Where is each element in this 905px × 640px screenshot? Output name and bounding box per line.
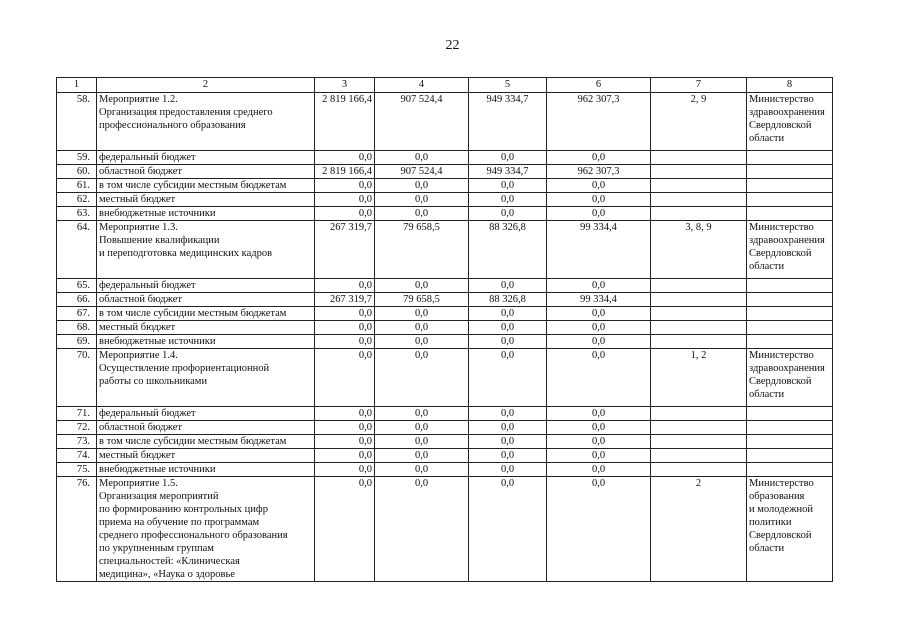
- cell-line: и молодежной: [749, 504, 813, 515]
- cell-line: Министерство: [749, 350, 814, 361]
- year-value-cell: 0,0: [547, 193, 651, 207]
- table-row: [57, 463, 833, 477]
- cell-line: политики: [749, 517, 792, 528]
- year-value-cell: 0,0: [469, 307, 547, 321]
- cell-line: местный бюджет: [99, 194, 176, 205]
- cell-line: здравоохранения: [749, 107, 825, 118]
- total-cell: 0,0: [315, 421, 375, 435]
- cell-line: по формированию контрольных цифр: [99, 504, 268, 515]
- executor-cell: [747, 207, 833, 221]
- description-cell: [97, 221, 315, 279]
- year-value-cell: 0,0: [375, 335, 469, 349]
- table-row: [57, 193, 833, 207]
- cell-line: Мероприятие 1.3.: [99, 222, 178, 233]
- year-value-cell: 962 307,3: [547, 93, 651, 151]
- target-indicator-cell: 2: [651, 477, 747, 582]
- target-indicator-cell: [651, 321, 747, 335]
- cell-line: Свердловской: [749, 120, 812, 131]
- cell-line: медицина», «Наука о здоровье: [99, 569, 235, 580]
- year-value-cell: 0,0: [469, 193, 547, 207]
- target-indicator-cell: 2, 9: [651, 93, 747, 151]
- cell-line: образования: [749, 491, 805, 502]
- executor-cell: [747, 349, 833, 407]
- cell-line: Мероприятие 1.4.: [99, 350, 178, 361]
- cell-line: внебюджетные источники: [99, 464, 216, 475]
- header-cell: 3: [315, 78, 375, 93]
- table-row: [57, 449, 833, 463]
- total-cell: 0,0: [315, 477, 375, 582]
- year-value-cell: 962 307,3: [547, 165, 651, 179]
- year-value-cell: 0,0: [375, 307, 469, 321]
- total-cell: 0,0: [315, 407, 375, 421]
- row-number-cell: 67.: [57, 307, 97, 321]
- cell-line: области: [749, 133, 785, 144]
- year-value-cell: 0,0: [375, 349, 469, 407]
- target-indicator-cell: [651, 435, 747, 449]
- cell-line: области: [749, 389, 785, 400]
- year-value-cell: 88 326,8: [469, 293, 547, 307]
- description-cell: [97, 307, 315, 321]
- year-value-cell: 0,0: [547, 463, 651, 477]
- cell-line: Повышение квалификации: [99, 235, 220, 246]
- cell-line: в том числе субсидии местным бюджетам: [99, 180, 287, 191]
- target-indicator-cell: [651, 449, 747, 463]
- description-cell: [97, 293, 315, 307]
- year-value-cell: 99 334,4: [547, 293, 651, 307]
- cell-line: Министерство: [749, 94, 814, 105]
- cell-line: внебюджетные источники: [99, 208, 216, 219]
- row-number-cell: 60.: [57, 165, 97, 179]
- cell-line: приема на обучение по программам: [99, 517, 260, 528]
- target-indicator-cell: 3, 8, 9: [651, 221, 747, 279]
- cell-line: Министерство: [749, 478, 814, 489]
- total-cell: 267 319,7: [315, 221, 375, 279]
- year-value-cell: 0,0: [547, 321, 651, 335]
- year-value-cell: 0,0: [375, 207, 469, 221]
- cell-line: специальностей: «Клиническая: [99, 556, 240, 567]
- row-number-cell: 72.: [57, 421, 97, 435]
- year-value-cell: 0,0: [469, 207, 547, 221]
- year-value-cell: 0,0: [375, 151, 469, 165]
- cell-line: областной бюджет: [99, 166, 182, 177]
- cell-line: Свердловской: [749, 530, 812, 541]
- description-cell: [97, 335, 315, 349]
- year-value-cell: 0,0: [375, 421, 469, 435]
- year-value-cell: 0,0: [547, 435, 651, 449]
- row-number-cell: 74.: [57, 449, 97, 463]
- total-cell: 2 819 166,4: [315, 93, 375, 151]
- year-value-cell: 907 524,4: [375, 165, 469, 179]
- cell-line: федеральный бюджет: [99, 152, 196, 163]
- year-value-cell: 0,0: [547, 449, 651, 463]
- target-indicator-cell: [651, 165, 747, 179]
- year-value-cell: 0,0: [375, 449, 469, 463]
- total-cell: 0,0: [315, 307, 375, 321]
- year-value-cell: 0,0: [547, 421, 651, 435]
- description-cell: [97, 449, 315, 463]
- cell-line: здравоохранения: [749, 363, 825, 374]
- executor-cell: [747, 407, 833, 421]
- table-row: [57, 151, 833, 165]
- year-value-cell: 0,0: [469, 335, 547, 349]
- header-cell: 5: [469, 78, 547, 93]
- executor-cell: [747, 321, 833, 335]
- total-cell: 0,0: [315, 193, 375, 207]
- row-number-cell: 68.: [57, 321, 97, 335]
- executor-cell: [747, 165, 833, 179]
- total-cell: 0,0: [315, 463, 375, 477]
- executor-cell: [747, 421, 833, 435]
- target-indicator-cell: 1, 2: [651, 349, 747, 407]
- description-cell: [97, 435, 315, 449]
- row-number-cell: 65.: [57, 279, 97, 293]
- year-value-cell: 0,0: [469, 179, 547, 193]
- year-value-cell: 0,0: [375, 321, 469, 335]
- description-cell: [97, 165, 315, 179]
- row-number-cell: 71.: [57, 407, 97, 421]
- header-cell: 1: [57, 78, 97, 93]
- cell-line: федеральный бюджет: [99, 408, 196, 419]
- header-cell: 8: [747, 78, 833, 93]
- executor-cell: [747, 477, 833, 582]
- year-value-cell: 0,0: [469, 449, 547, 463]
- total-cell: 267 319,7: [315, 293, 375, 307]
- executor-cell: [747, 193, 833, 207]
- description-cell: [97, 321, 315, 335]
- row-number-cell: 63.: [57, 207, 97, 221]
- description-cell: [97, 151, 315, 165]
- row-number-cell: 76.: [57, 477, 97, 582]
- executor-cell: [747, 221, 833, 279]
- cell-line: Осуществление профориентационной: [99, 363, 270, 374]
- description-cell: [97, 193, 315, 207]
- total-cell: 2 819 166,4: [315, 165, 375, 179]
- year-value-cell: 0,0: [547, 207, 651, 221]
- year-value-cell: 949 334,7: [469, 165, 547, 179]
- target-indicator-cell: [651, 421, 747, 435]
- total-cell: 0,0: [315, 449, 375, 463]
- cell-line: местный бюджет: [99, 450, 176, 461]
- row-number-cell: 69.: [57, 335, 97, 349]
- cell-line: среднего профессионального образования: [99, 530, 288, 541]
- year-value-cell: 0,0: [469, 463, 547, 477]
- cell-line: в том числе субсидии местным бюджетам: [99, 308, 287, 319]
- total-cell: 0,0: [315, 435, 375, 449]
- description-cell: [97, 407, 315, 421]
- cell-line: работы со школьниками: [99, 376, 208, 387]
- cell-line: областной бюджет: [99, 422, 182, 433]
- year-value-cell: 0,0: [547, 179, 651, 193]
- header-cell: 6: [547, 78, 651, 93]
- description-cell: [97, 93, 315, 151]
- row-number-cell: 58.: [57, 93, 97, 151]
- header-cell: 7: [651, 78, 747, 93]
- description-cell: [97, 207, 315, 221]
- target-indicator-cell: [651, 279, 747, 293]
- target-indicator-cell: [651, 335, 747, 349]
- row-number-cell: 61.: [57, 179, 97, 193]
- year-value-cell: 0,0: [469, 151, 547, 165]
- target-indicator-cell: [651, 407, 747, 421]
- year-value-cell: 79 658,5: [375, 221, 469, 279]
- year-value-cell: 0,0: [375, 193, 469, 207]
- cell-line: Организация мероприятий: [99, 491, 219, 502]
- year-value-cell: 0,0: [469, 421, 547, 435]
- target-indicator-cell: [651, 151, 747, 165]
- year-value-cell: 0,0: [375, 407, 469, 421]
- target-indicator-cell: [651, 179, 747, 193]
- year-value-cell: 0,0: [375, 463, 469, 477]
- year-value-cell: 0,0: [375, 435, 469, 449]
- cell-line: местный бюджет: [99, 322, 176, 333]
- year-value-cell: 88 326,8: [469, 221, 547, 279]
- year-value-cell: 0,0: [469, 349, 547, 407]
- executor-cell: [747, 307, 833, 321]
- cell-line: областной бюджет: [99, 294, 182, 305]
- target-indicator-cell: [651, 193, 747, 207]
- table-row: [57, 221, 833, 279]
- description-cell: [97, 463, 315, 477]
- total-cell: 0,0: [315, 349, 375, 407]
- description-cell: [97, 421, 315, 435]
- cell-line: Мероприятие 1.5.: [99, 478, 178, 489]
- row-number-cell: 59.: [57, 151, 97, 165]
- total-cell: 0,0: [315, 279, 375, 293]
- target-indicator-cell: [651, 463, 747, 477]
- total-cell: 0,0: [315, 179, 375, 193]
- table-row: [57, 421, 833, 435]
- description-cell: [97, 179, 315, 193]
- header-row: [57, 78, 833, 93]
- cell-line: Мероприятие 1.2.: [99, 94, 178, 105]
- year-value-cell: 0,0: [547, 151, 651, 165]
- year-value-cell: 907 524,4: [375, 93, 469, 151]
- year-value-cell: 0,0: [469, 435, 547, 449]
- table-row: [57, 435, 833, 449]
- year-value-cell: 0,0: [375, 477, 469, 582]
- description-cell: [97, 349, 315, 407]
- target-indicator-cell: [651, 307, 747, 321]
- row-number-cell: 75.: [57, 463, 97, 477]
- cell-line: по укрупненным группам: [99, 543, 214, 554]
- executor-cell: [747, 335, 833, 349]
- year-value-cell: 0,0: [469, 477, 547, 582]
- description-cell: [97, 279, 315, 293]
- table-row: [57, 207, 833, 221]
- year-value-cell: 0,0: [547, 407, 651, 421]
- year-value-cell: 0,0: [375, 279, 469, 293]
- table-row: [57, 179, 833, 193]
- cell-line: внебюджетные источники: [99, 336, 216, 347]
- year-value-cell: 0,0: [547, 335, 651, 349]
- year-value-cell: 99 334,4: [547, 221, 651, 279]
- executor-cell: [747, 293, 833, 307]
- row-number-cell: 73.: [57, 435, 97, 449]
- year-value-cell: 0,0: [547, 307, 651, 321]
- cell-line: Свердловской: [749, 248, 812, 259]
- year-value-cell: 0,0: [469, 279, 547, 293]
- executor-cell: [747, 463, 833, 477]
- year-value-cell: 0,0: [547, 477, 651, 582]
- table-row: [57, 93, 833, 151]
- table-row: [57, 307, 833, 321]
- target-indicator-cell: [651, 293, 747, 307]
- year-value-cell: 0,0: [469, 407, 547, 421]
- total-cell: 0,0: [315, 151, 375, 165]
- year-value-cell: 0,0: [375, 179, 469, 193]
- budget-table: [56, 77, 833, 582]
- cell-line: Организация предоставления среднего: [99, 107, 273, 118]
- cell-line: профессионального образования: [99, 120, 246, 131]
- executor-cell: [747, 449, 833, 463]
- cell-line: Министерство: [749, 222, 814, 233]
- table-row: [57, 349, 833, 407]
- row-number-cell: 70.: [57, 349, 97, 407]
- executor-cell: [747, 179, 833, 193]
- page-number: 22: [445, 38, 460, 53]
- executor-cell: [747, 93, 833, 151]
- table-row: [57, 335, 833, 349]
- cell-line: федеральный бюджет: [99, 280, 196, 291]
- table-row: [57, 165, 833, 179]
- table-row: [57, 279, 833, 293]
- table-row: [57, 321, 833, 335]
- year-value-cell: 0,0: [469, 321, 547, 335]
- cell-line: области: [749, 261, 785, 272]
- row-number-cell: 64.: [57, 221, 97, 279]
- year-value-cell: 949 334,7: [469, 93, 547, 151]
- description-cell: [97, 477, 315, 582]
- executor-cell: [747, 435, 833, 449]
- year-value-cell: 79 658,5: [375, 293, 469, 307]
- table-row: [57, 407, 833, 421]
- cell-line: области: [749, 543, 785, 554]
- year-value-cell: 0,0: [547, 279, 651, 293]
- row-number-cell: 66.: [57, 293, 97, 307]
- table-body: [57, 78, 833, 582]
- target-indicator-cell: [651, 207, 747, 221]
- header-cell: 2: [97, 78, 315, 93]
- header-cell: 4: [375, 78, 469, 93]
- table-row: [57, 293, 833, 307]
- total-cell: 0,0: [315, 321, 375, 335]
- total-cell: 0,0: [315, 207, 375, 221]
- cell-line: и переподготовка медицинских кадров: [99, 248, 273, 259]
- executor-cell: [747, 151, 833, 165]
- year-value-cell: 0,0: [547, 349, 651, 407]
- executor-cell: [747, 279, 833, 293]
- table-row: [57, 477, 833, 582]
- cell-line: Свердловской: [749, 376, 812, 387]
- row-number-cell: 62.: [57, 193, 97, 207]
- cell-line: здравоохранения: [749, 235, 825, 246]
- cell-line: в том числе субсидии местным бюджетам: [99, 436, 287, 447]
- total-cell: 0,0: [315, 335, 375, 349]
